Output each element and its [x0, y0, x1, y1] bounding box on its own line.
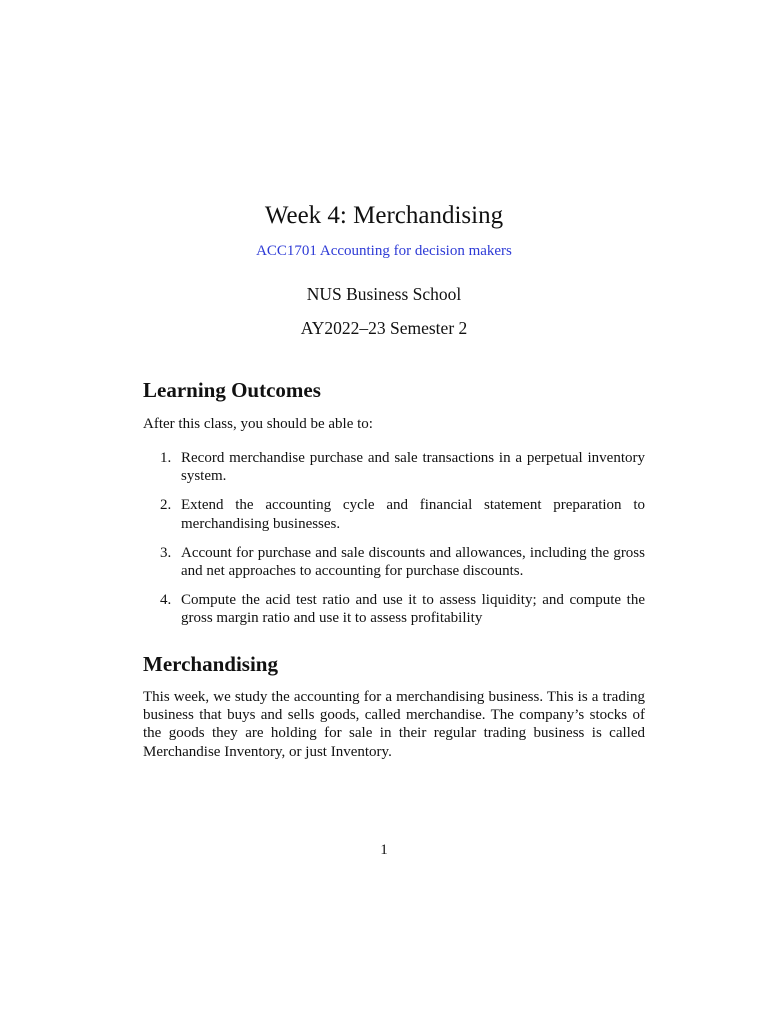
merchandising-paragraph: This week, we study the accounting for a merchandising business. This is a trading business that buys and sells goods, called merchandise. The company’s stocks of the goods they are holding for sale in their regular trading business is called Merchandise Inventory, or just Inventory.	[143, 689, 645, 760]
list-item	[143, 496, 645, 532]
list-item-number: 4.	[160, 592, 172, 609]
list-item-text: Record merchandise purchase and sale transactions in a perpetual inventory system.	[181, 450, 645, 485]
academic-term: AY2022–23 Semester 2	[300, 318, 468, 338]
list-item	[143, 449, 645, 485]
course-name: ACC1701 Accounting for decision makers	[256, 243, 512, 259]
merchandising-heading: Merchandising	[143, 652, 278, 676]
list-item	[143, 544, 645, 580]
learning-outcomes-intro: After this class, you should be able to:	[143, 416, 373, 432]
document-title: Week 4: Merchandising	[264, 202, 504, 229]
list-item-number: 2.	[160, 497, 172, 514]
list-item-number: 3.	[160, 544, 172, 561]
list-item	[143, 591, 645, 627]
school-name: NUS Business School	[306, 284, 462, 304]
learning-outcomes-heading: Learning Outcomes	[143, 378, 321, 402]
list-item-text: Account for purchase and sale discounts and allowances, including the gross and net approaches to accounting for purchase discounts.	[181, 544, 645, 580]
list-item-number: 1.	[160, 450, 172, 466]
list-item-text: Compute the acid test ratio and use it to assess liquidity; and compute the gross margin ratio and use it to assess profitability	[181, 592, 645, 627]
page-number: 1	[380, 842, 388, 858]
list-item-text: Extend the accounting cycle and financial statement preparation to merchandising businesses.	[181, 497, 645, 532]
learning-outcomes-list	[143, 449, 645, 639]
